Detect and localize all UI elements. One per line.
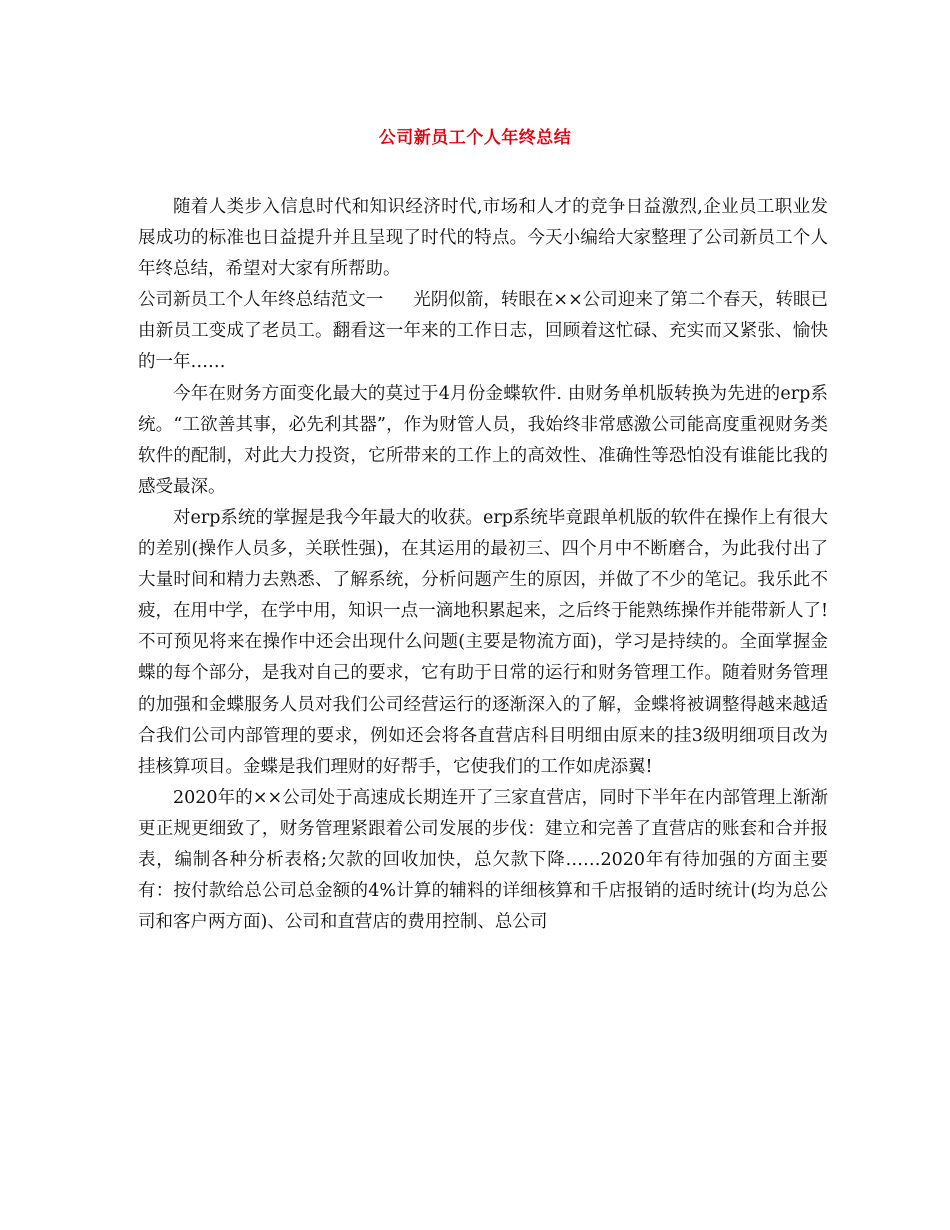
paragraph-erp-software: 今年在财务方面变化最大的莫过于4月份金蝶软件. 由财务单机版转换为先进的erp系统。“工欲善其事，必先利其器”，作为财管人员，我始终非常感激公司能高度重视财务类软件的配制，对此大力投资，它所带来的工作上的高效性、准确性等恐怕没有谁能比我的感受最深。 [138,383,828,497]
paragraph-erp-mastery: 对erp系统的掌握是我今年最大的收获。erp系统毕竟跟单机版的软件在操作上有很大的差别(操作人员多，关联性强)，在其运用的最初三、四个月中不断磨合，为此我付出了大量时间和精力去熟悉、了解系统，分析问题产生的原因，并做了不少的笔记。我乐此不疲，在用中学，在学中用，知识一点一滴地积累起来，之后终于能熟练操作并能带新人了!不可预见将来在操作中还会出现什么问题(主要是物流方面)，学习是持续的。全面掌握金蝶的每个部分，是我对自己的要求，它有助于日常的运行和财务管理工作。随着财务管理的加强和金蝶服务人员对我们公司经营运行的逐渐深入的了解，金蝶将被调整得越来越适合我们公司内部管理的要求，例如还会将各直营店科目明细由原来的挂3级明细项目改为挂核算项目。金蝶是我们理财的好帮手，它使我们的工作如虎添翼! [138,507,828,777]
sample-intro-text: 光阴似箭，转眼在××公司迎来了第二个春天，转眼已由新员工变成了老员工。翻看这一年来的工作日志，回顾着这忙碌、充实而又紧张、愉快的一年…… [138,290,829,373]
document-body [138,192,828,938]
intro-paragraph: 随着人类步入信息时代和知识经济时代,市场和人才的竞争日益激烈,企业员工职业发展成功的标准也日益提升并且呈现了时代的特点。今天小编给大家整理了公司新员工个人年终总结，希望对大家有所帮助。 [138,197,828,280]
document-title: 公司新员工个人年终总结 [378,128,572,148]
sample-section [138,285,828,378]
sample-heading: 公司新员工个人年终总结范文一 [138,290,384,311]
paragraph-2020-review: 2020年的××公司处于高速成长期连开了三家直营店，同时下半年在内部管理上渐渐更正规更细致了，财务管理紧跟着公司发展的步伐：建立和完善了直营店的账套和合并报表，编制各种分析表格;欠款的回收加快，总欠款下降……2020年有待加强的方面主要有：按付款给总公司总金额的4%计算的辅料的详细核算和千店报销的适时统计(均为总公司和客户两方面)、公司和直营店的费用控制、总公司 [138,787,828,933]
